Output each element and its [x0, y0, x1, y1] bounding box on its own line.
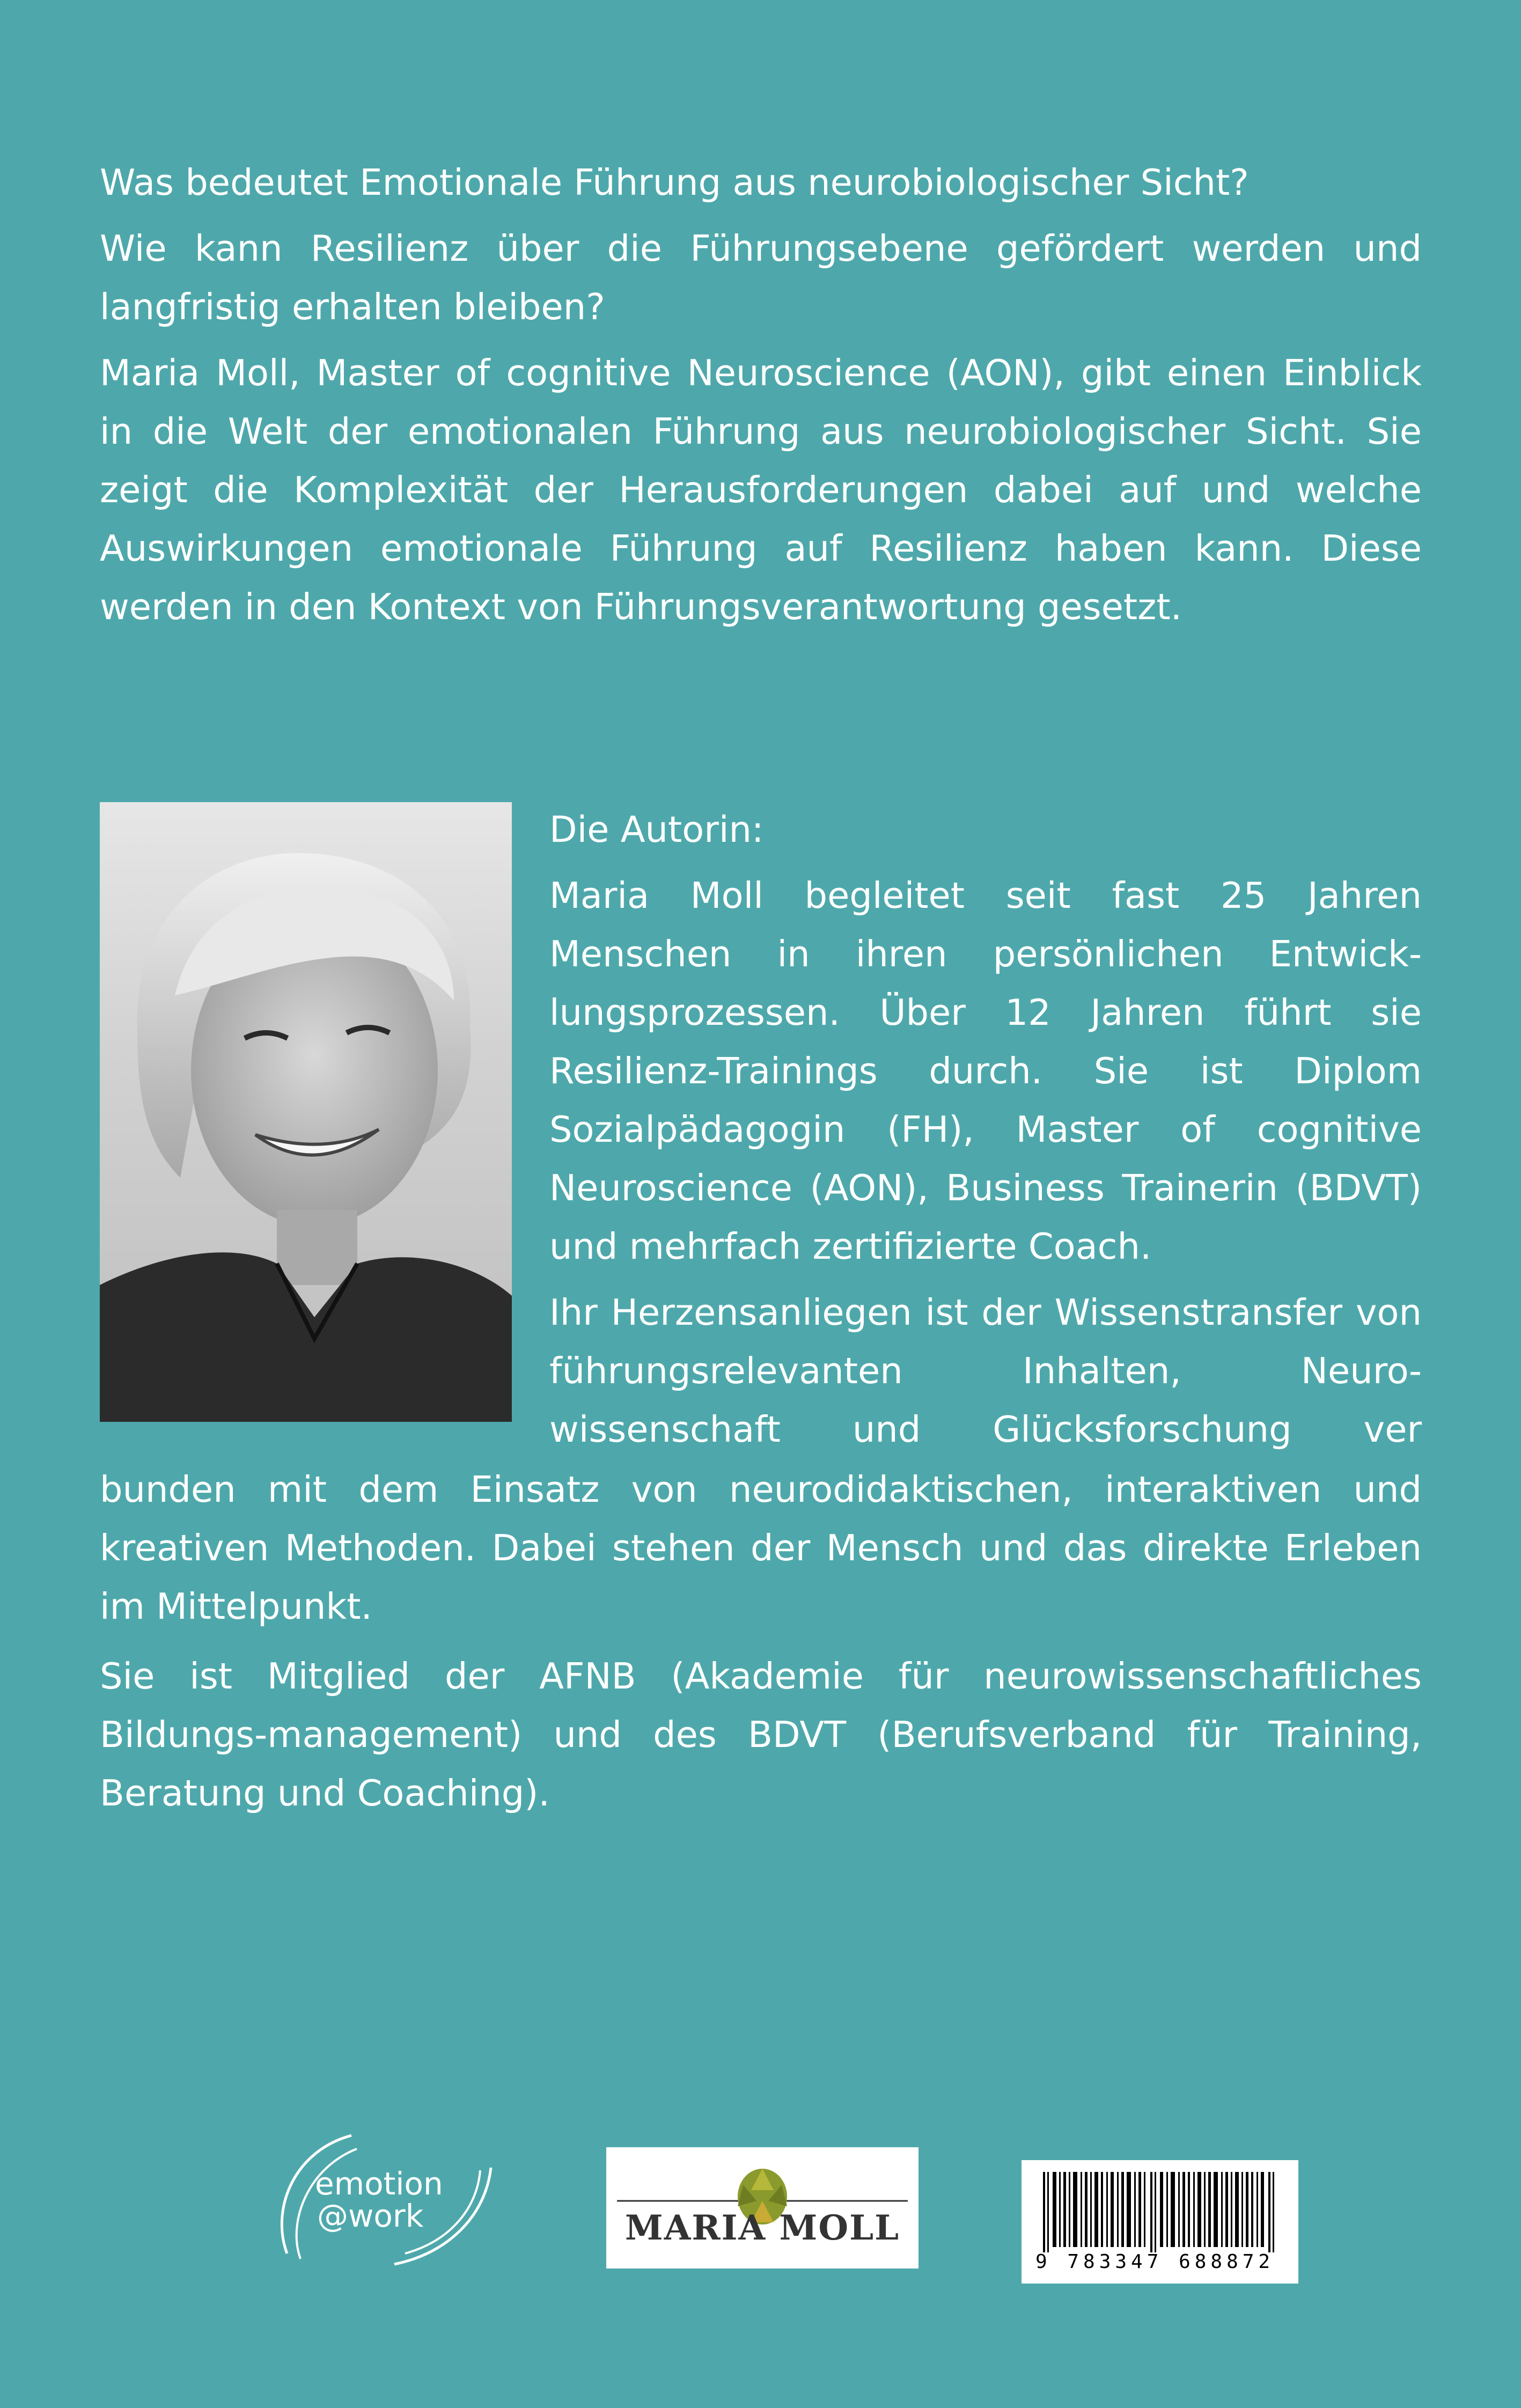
maria-moll-wordmark: MARIA MOLL: [624, 2208, 900, 2248]
author-mission-continued: [100, 1460, 1422, 1643]
logo-emotion-text: emotion: [315, 2165, 443, 2202]
isbn-barcode: [1022, 2160, 1298, 2284]
author-mission-end: bunden mit dem Einsatz von neurodidaktischen, interaktiven und kreativen Methoden. Dabei stehen der Mensch und das direkte Erleben im Mittelpunkt.: [100, 1469, 1422, 1627]
author-membership: Sie ist Mitglied der AFNB (Akademie für neurowissenschaftliches Bildungs-management) und des BDVT (Berufsverband für Training, Beratung und Coaching).: [100, 1655, 1422, 1814]
emotion-at-work-logo: [271, 2119, 502, 2270]
intro-block: [100, 153, 1422, 644]
maria-moll-logo: [606, 2147, 919, 2268]
isbn-digits: 9 783347 688872: [1035, 2251, 1275, 2273]
membership-block: [100, 1647, 1422, 1830]
portrait-illustration: [100, 802, 512, 1422]
author-bio: Maria Moll begleitet seit fast 25 Jahren Menschen in ihren persönlichen Entwicklungsprozessen. Über 12 Jahren führt sie Resilienz-Trainings durch. Sie ist Diplom Sozialpädagogin (FH), Master of cognitive Neuroscience (AON), Business Trainerin (BDVT) und mehrfach zertifizierte Coach.: [549, 875, 1422, 1267]
author-portrait: [100, 802, 512, 1422]
author-mission-start: Ihr Herzensanliegen ist der Wissenstransfer von führungsrelevanten Inhalten, Neurowissenschaft und Glücksforschung ver: [549, 1291, 1422, 1450]
logo-work-text: @work: [317, 2198, 424, 2234]
intro-paragraph: Maria Moll, Master of cognitive Neuroscience (AON), gibt einen Einblick in die Welt der emotionalen Führung aus neurobiologischer Sicht. Sie zeigt die Komplexität der Herausforderungen dabei auf und welche Auswirkungen emotionale Führung auf Resilienz haben kann. Diese werden in den Kontext von Führungsverantwortung gesetzt.: [100, 352, 1422, 628]
question-2: Wie kann Resilienz über die Führungsebene gefördert werden und langfristig erhalten bleiben?: [100, 227, 1422, 328]
author-block: [549, 801, 1422, 1466]
author-heading: Die Autorin:: [549, 809, 764, 850]
question-1: Was bedeutet Emotionale Führung aus neurobiologischer Sicht?: [100, 161, 1249, 203]
